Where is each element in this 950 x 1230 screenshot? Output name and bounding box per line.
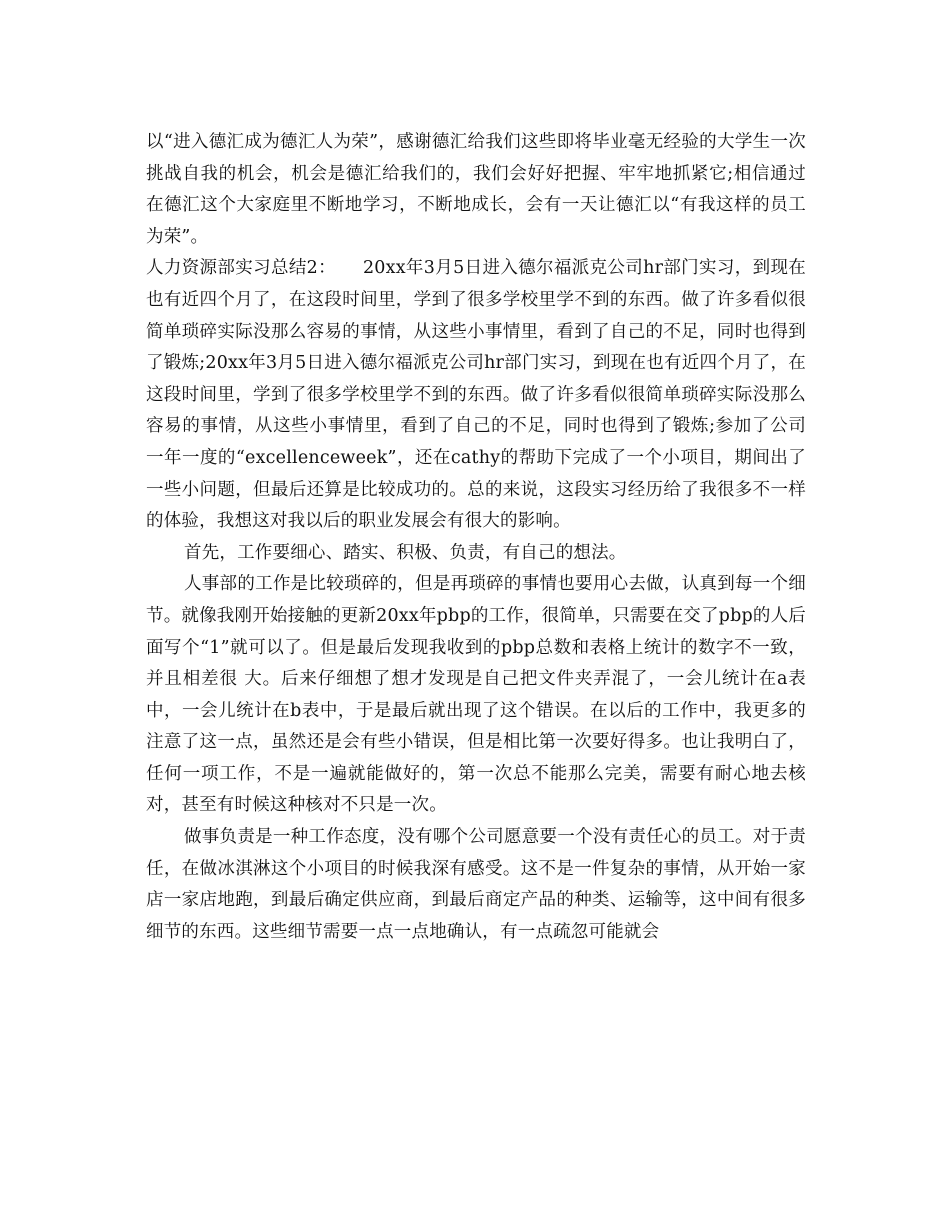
paragraph-hr-detail-work: 人事部的工作是比较琐碎的，但是再琐碎的事情也要用心去做，认真到每一个细节。就像我刚开始接触的更新20xx年pbp的工作，很简单，只需要在交了pbp的人后面写个“1”就可以了。但是最后发现我收到的pbp总数和表格上统计的数字不一致，并且相差很 大。后来仔细想了想才发现是自己把文件夹弄混了，一会儿统计在a表中，一会儿统计在b表中，于是最后就出现了这个错误。在以后的工作中，我更多的注意了这一点，虽然还是会有些小错误，但是相比第一次要好得多。也让我明白了，任何一项工作，不是一遍就能做好的，第一次总不能那么完美，需要有耐心地去核对，甚至有时候这种核对不只是一次。 (146, 574, 806, 816)
paragraph-hr-summary-2: 人力资源部实习总结2： 20xx年3月5日进入德尔福派克公司hr部门实习，到现在也有近四个月了，在这段时间里，学到了很多学校里学不到的东西。做了许多看似很简单琐碎实际没那么容易的事情，从这些小事情里，看到了自己的不足，同时也得到了锻炼;20xx年3月5日进入德尔福派克公司hr部门实习，到现在也有近四个月了，在这段时间里，学到了很多学校里学不到的东西。做了许多看似很简单琐碎实际没那么容易的事情，从这些小事情里，看到了自己的不足，同时也得到了锻炼;参加了公司一年一度的“excellenceweek”，还在cathy的帮助下完成了一个小项目，期间出了一些小问题，但最后还算是比较成功的。总的来说，这段实习经历给了我很多不一样的体验，我想这对我以后的职业发展会有很大的影响。 (146, 258, 806, 532)
paragraph-closing-intro: 以“进入德汇成为德汇人为荣”，感谢德汇给我们这些即将毕业毫无经验的大学生一次挑战自我的机会，机会是德汇给我们的，我们会好好把握、牢牢地抓紧它;相信通过在德汇这个大家庭里不断地学习，不断地成长，会有一天让德汇以“有我这样的员工为荣”。 (146, 132, 806, 247)
document-body (146, 127, 806, 948)
paragraph-responsibility: 做事负责是一种工作态度，没有哪个公司愿意要一个没有责任心的员工。对于责任，在做冰淇淋这个小项目的时候我深有感受。这不是一件复杂的事情，从开始一家店一家店地跑，到最后确定供应商，到最后商定产品的种类、运输等，这中间有很多细节的东西。这些细节需要一点一点地确认，有一点疏忽可能就会 (146, 827, 806, 942)
paragraph-first-point: 首先，工作要细心、踏实、积极、负责，有自己的想法。 (184, 542, 627, 563)
